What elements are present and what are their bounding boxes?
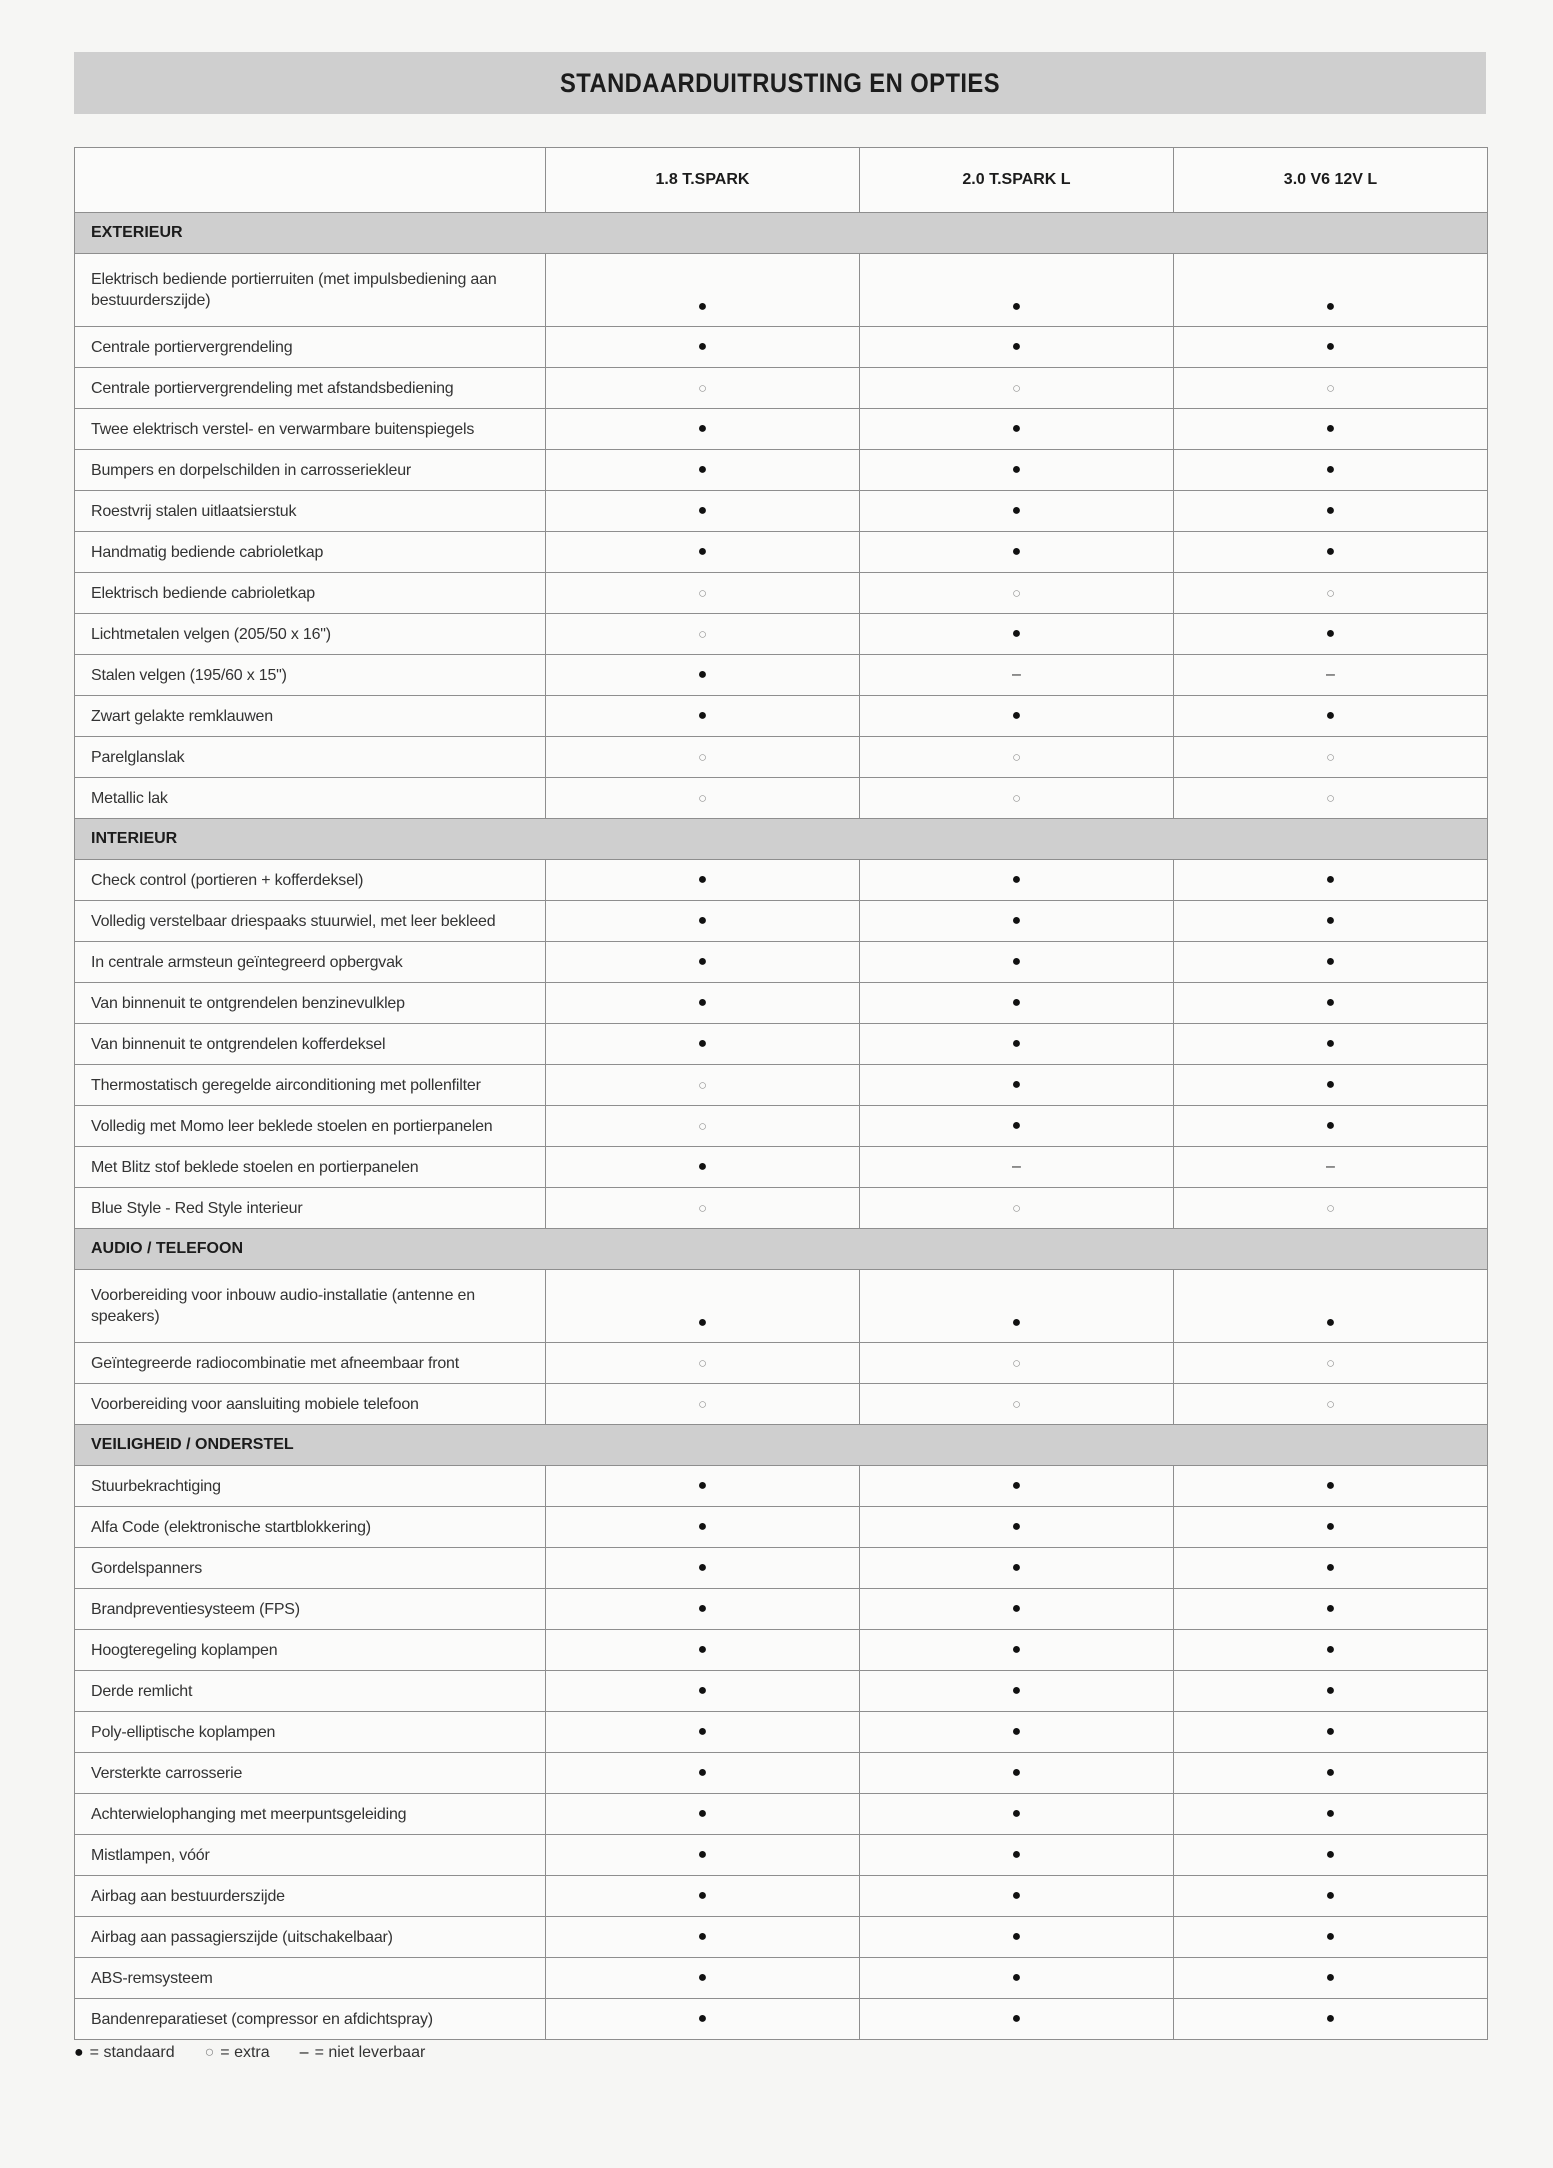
extra-circle-icon: ○ [204, 2044, 215, 2061]
table-row [75, 450, 1488, 491]
standard-dot-icon: ● [860, 901, 1174, 942]
feature-label: Mistlampen, vóór [75, 1835, 546, 1876]
standard-dot-icon: ● [860, 1876, 1174, 1917]
extra-circle-icon: ○ [860, 737, 1174, 778]
page-title: STANDAARDUITRUSTING EN OPTIES [559, 67, 1000, 98]
extra-circle-icon: ○ [1174, 1343, 1488, 1384]
standard-dot-icon: ● [546, 1712, 860, 1753]
table-row [75, 1671, 1488, 1712]
table-row [75, 1712, 1488, 1753]
standard-dot-icon: ● [860, 1958, 1174, 1999]
title-bar [74, 52, 1486, 114]
feature-label: Met Blitz stof beklede stoelen en portierpanelen [75, 1147, 546, 1188]
standard-dot-icon: ● [1174, 254, 1488, 327]
feature-label: Check control (portieren + kofferdeksel) [75, 860, 546, 901]
standard-dot-icon: ● [860, 1106, 1174, 1147]
standard-dot-icon: ● [860, 1671, 1174, 1712]
table-row [75, 942, 1488, 983]
feature-label: Lichtmetalen velgen (205/50 x 16") [75, 614, 546, 655]
standard-dot-icon: ● [546, 1270, 860, 1343]
legend-item-extra [205, 2044, 270, 2062]
standard-dot-icon: ● [546, 696, 860, 737]
table-row [75, 1466, 1488, 1507]
dash-icon: – [299, 2044, 309, 2061]
standard-dot-icon: ● [1174, 1270, 1488, 1343]
table-row [75, 1589, 1488, 1630]
feature-label: Metallic lak [75, 778, 546, 819]
table-row [75, 491, 1488, 532]
standard-dot-icon: ● [546, 1147, 860, 1188]
standard-dot-icon: ● [860, 532, 1174, 573]
extra-circle-icon: ○ [860, 1384, 1174, 1425]
standard-dot-icon: ● [860, 1630, 1174, 1671]
standard-dot-icon: ● [1174, 1999, 1488, 2040]
dash-icon: – [1174, 655, 1488, 696]
feature-label: Bandenreparatieset (compressor en afdichtspray) [75, 1999, 546, 2040]
standard-dot-icon: ● [1174, 983, 1488, 1024]
standard-dot-icon: ● [1174, 1753, 1488, 1794]
standard-dot-icon: ● [546, 1589, 860, 1630]
standard-dot-icon: ● [860, 1794, 1174, 1835]
standard-dot-icon: ● [546, 254, 860, 327]
dash-icon: – [860, 655, 1174, 696]
extra-circle-icon: ○ [860, 1343, 1174, 1384]
standard-dot-icon: ● [860, 1917, 1174, 1958]
feature-label: Twee elektrisch verstel- en verwarmbare buitenspiegels [75, 409, 546, 450]
standard-dot-icon: ● [1174, 696, 1488, 737]
standard-dot-icon: ● [546, 450, 860, 491]
standard-dot-icon: ● [546, 327, 860, 368]
feature-label: Versterkte carrosserie [75, 1753, 546, 1794]
feature-label: Van binnenuit te ontgrendelen benzinevulklep [75, 983, 546, 1024]
feature-label: Elektrisch bediende cabrioletkap [75, 573, 546, 614]
equipment-table [74, 147, 1488, 2040]
table-row [75, 1343, 1488, 1384]
feature-label: Thermostatisch geregelde airconditioning met pollenfilter [75, 1065, 546, 1106]
extra-circle-icon: ○ [546, 573, 860, 614]
extra-circle-icon: ○ [546, 737, 860, 778]
extra-circle-icon: ○ [546, 368, 860, 409]
extra-circle-icon: ○ [546, 1343, 860, 1384]
section-title: EXTERIEUR [75, 213, 1488, 254]
standard-dot-icon: ● [1174, 450, 1488, 491]
model-header: 1.8 T.SPARK [546, 148, 860, 213]
standard-dot-icon: ● [546, 983, 860, 1024]
extra-circle-icon: ○ [1174, 1384, 1488, 1425]
standard-dot-icon: ● [1174, 901, 1488, 942]
standard-dot-icon: ● [860, 450, 1174, 491]
standard-dot-icon: ● [860, 1753, 1174, 1794]
standard-dot-icon: ● [1174, 1876, 1488, 1917]
standard-dot-icon: ● [860, 1589, 1174, 1630]
table-row [75, 254, 1488, 327]
legend [74, 2044, 425, 2062]
legend-label: = niet leverbaar [314, 2044, 426, 2061]
feature-label: Stalen velgen (195/60 x 15") [75, 655, 546, 696]
feature-label: Achterwielophanging met meerpuntsgeleiding [75, 1794, 546, 1835]
table-row [75, 1270, 1488, 1343]
standard-dot-icon: ● [1174, 1958, 1488, 1999]
standard-dot-icon: ● [546, 1876, 860, 1917]
standard-dot-icon: ● [1174, 1794, 1488, 1835]
feature-label: Roestvrij stalen uitlaatsierstuk [75, 491, 546, 532]
extra-circle-icon: ○ [1174, 1188, 1488, 1229]
standard-dot-icon: ● [860, 983, 1174, 1024]
standard-dot-icon: ● [860, 696, 1174, 737]
standard-dot-icon: ● [1174, 614, 1488, 655]
standard-dot-icon: ● [1174, 1712, 1488, 1753]
standard-dot-icon: ● [546, 901, 860, 942]
section-title: VEILIGHEID / ONDERSTEL [75, 1425, 1488, 1466]
standard-dot-icon: ● [1174, 1106, 1488, 1147]
extra-circle-icon: ○ [546, 1384, 860, 1425]
feature-label: Parelglanslak [75, 737, 546, 778]
feature-label: Stuurbekrachtiging [75, 1466, 546, 1507]
standard-dot-icon: ● [1174, 1024, 1488, 1065]
standard-dot-icon: ● [1174, 1466, 1488, 1507]
table-row [75, 860, 1488, 901]
standard-dot-icon: ● [1174, 491, 1488, 532]
standard-dot-icon: ● [546, 532, 860, 573]
feature-label: Voorbereiding voor aansluiting mobiele telefoon [75, 1384, 546, 1425]
feature-label: Derde remlicht [75, 1671, 546, 1712]
table-row [75, 1999, 1488, 2040]
dash-icon: – [860, 1147, 1174, 1188]
table-row [75, 368, 1488, 409]
feature-label: Airbag aan passagierszijde (uitschakelbaar) [75, 1917, 546, 1958]
table-row [75, 1753, 1488, 1794]
feature-label: Poly-elliptische koplampen [75, 1712, 546, 1753]
extra-circle-icon: ○ [546, 614, 860, 655]
table-row [75, 1188, 1488, 1229]
standard-dot-icon: ● [860, 942, 1174, 983]
standard-dot-icon: ● [546, 491, 860, 532]
extra-circle-icon: ○ [1174, 573, 1488, 614]
standard-dot-icon: ● [860, 254, 1174, 327]
table-row [75, 614, 1488, 655]
section-header-row [75, 213, 1488, 254]
extra-circle-icon: ○ [860, 368, 1174, 409]
standard-dot-icon: ● [860, 614, 1174, 655]
standard-dot-icon: ● [546, 860, 860, 901]
dash-icon: – [1174, 1147, 1488, 1188]
standard-dot-icon: ● [860, 1507, 1174, 1548]
standard-dot-icon: ● [546, 1671, 860, 1712]
feature-label: Zwart gelakte remklauwen [75, 696, 546, 737]
legend-label: = standaard [89, 2044, 175, 2061]
table-row [75, 1106, 1488, 1147]
table-row [75, 1384, 1488, 1425]
legend-label: = extra [220, 2044, 270, 2061]
standard-dot-icon: ● [546, 1630, 860, 1671]
standard-dot-icon: ● [860, 1712, 1174, 1753]
feature-label: Geïntegreerde radiocombinatie met afneembaar front [75, 1343, 546, 1384]
section-title: INTERIEUR [75, 819, 1488, 860]
standard-dot-icon: ● [860, 1270, 1174, 1343]
feature-label: Van binnenuit te ontgrendelen kofferdeksel [75, 1024, 546, 1065]
table-row [75, 1835, 1488, 1876]
standard-dot-icon: ● [546, 1835, 860, 1876]
table-row [75, 696, 1488, 737]
extra-circle-icon: ○ [1174, 737, 1488, 778]
table-row [75, 573, 1488, 614]
table-row [75, 983, 1488, 1024]
extra-circle-icon: ○ [860, 573, 1174, 614]
standard-dot-icon: ● [1174, 1835, 1488, 1876]
header-empty-cell [75, 148, 546, 213]
table-row [75, 327, 1488, 368]
feature-label: Volledig met Momo leer beklede stoelen en portierpanelen [75, 1106, 546, 1147]
table-row [75, 1147, 1488, 1188]
standard-dot-icon: ● [1174, 327, 1488, 368]
table-row [75, 1958, 1488, 1999]
standard-dot-icon: ● [860, 1835, 1174, 1876]
extra-circle-icon: ○ [546, 778, 860, 819]
standard-dot-icon: ● [74, 2044, 84, 2061]
section-title: AUDIO / TELEFOON [75, 1229, 1488, 1270]
table-row [75, 532, 1488, 573]
table-header-row [75, 148, 1488, 213]
feature-label: Gordelspanners [75, 1548, 546, 1589]
legend-item-standard [74, 2044, 175, 2062]
standard-dot-icon: ● [546, 655, 860, 696]
standard-dot-icon: ● [860, 1065, 1174, 1106]
model-header: 3.0 V6 12V L [1174, 148, 1488, 213]
standard-dot-icon: ● [1174, 860, 1488, 901]
feature-label: Blue Style - Red Style interieur [75, 1188, 546, 1229]
section-header-row [75, 819, 1488, 860]
extra-circle-icon: ○ [1174, 778, 1488, 819]
table-row [75, 1065, 1488, 1106]
standard-dot-icon: ● [546, 1024, 860, 1065]
table-row [75, 1917, 1488, 1958]
legend-item-not-available [300, 2044, 426, 2062]
feature-label: Alfa Code (elektronische startblokkering) [75, 1507, 546, 1548]
standard-dot-icon: ● [546, 1794, 860, 1835]
table-row [75, 778, 1488, 819]
feature-label: Handmatig bediende cabrioletkap [75, 532, 546, 573]
feature-label: Centrale portiervergrendeling met afstandsbediening [75, 368, 546, 409]
feature-label: Centrale portiervergrendeling [75, 327, 546, 368]
section-header-row [75, 1229, 1488, 1270]
section-header-row [75, 1425, 1488, 1466]
extra-circle-icon: ○ [1174, 368, 1488, 409]
feature-label: In centrale armsteun geïntegreerd opbergvak [75, 942, 546, 983]
table-row [75, 1548, 1488, 1589]
table-row [75, 737, 1488, 778]
standard-dot-icon: ● [860, 1999, 1174, 2040]
standard-dot-icon: ● [1174, 409, 1488, 450]
standard-dot-icon: ● [546, 1753, 860, 1794]
standard-dot-icon: ● [1174, 1548, 1488, 1589]
extra-circle-icon: ○ [546, 1065, 860, 1106]
standard-dot-icon: ● [1174, 942, 1488, 983]
standard-dot-icon: ● [546, 1507, 860, 1548]
standard-dot-icon: ● [1174, 1671, 1488, 1712]
extra-circle-icon: ○ [860, 778, 1174, 819]
extra-circle-icon: ○ [546, 1188, 860, 1229]
table-body [75, 213, 1488, 2040]
table-row [75, 655, 1488, 696]
table-row [75, 1507, 1488, 1548]
feature-label: Hoogteregeling koplampen [75, 1630, 546, 1671]
extra-circle-icon: ○ [860, 1188, 1174, 1229]
table-row [75, 1630, 1488, 1671]
feature-label: Volledig verstelbaar driespaaks stuurwiel, met leer bekleed [75, 901, 546, 942]
standard-dot-icon: ● [546, 1466, 860, 1507]
table-row [75, 1876, 1488, 1917]
standard-dot-icon: ● [860, 1466, 1174, 1507]
standard-dot-icon: ● [1174, 1589, 1488, 1630]
standard-dot-icon: ● [1174, 532, 1488, 573]
standard-dot-icon: ● [860, 491, 1174, 532]
standard-dot-icon: ● [546, 1548, 860, 1589]
standard-dot-icon: ● [860, 860, 1174, 901]
standard-dot-icon: ● [860, 327, 1174, 368]
table-row [75, 1024, 1488, 1065]
standard-dot-icon: ● [1174, 1630, 1488, 1671]
standard-dot-icon: ● [546, 1999, 860, 2040]
standard-dot-icon: ● [860, 1548, 1174, 1589]
table-row [75, 409, 1488, 450]
standard-dot-icon: ● [860, 1024, 1174, 1065]
feature-label: Bumpers en dorpelschilden in carrosseriekleur [75, 450, 546, 491]
standard-dot-icon: ● [1174, 1507, 1488, 1548]
model-header: 2.0 T.SPARK L [860, 148, 1174, 213]
feature-label: Brandpreventiesysteem (FPS) [75, 1589, 546, 1630]
extra-circle-icon: ○ [546, 1106, 860, 1147]
feature-label: Airbag aan bestuurderszijde [75, 1876, 546, 1917]
table-row [75, 901, 1488, 942]
feature-label: ABS-remsysteem [75, 1958, 546, 1999]
standard-dot-icon: ● [1174, 1065, 1488, 1106]
feature-label: Voorbereiding voor inbouw audio-installatie (antenne en speakers) [75, 1270, 546, 1343]
standard-dot-icon: ● [546, 409, 860, 450]
feature-label: Elektrisch bediende portierruiten (met impulsbediening aan bestuurderszijde) [75, 254, 546, 327]
standard-dot-icon: ● [1174, 1917, 1488, 1958]
standard-dot-icon: ● [860, 409, 1174, 450]
standard-dot-icon: ● [546, 942, 860, 983]
standard-dot-icon: ● [546, 1958, 860, 1999]
table-row [75, 1794, 1488, 1835]
standard-dot-icon: ● [546, 1917, 860, 1958]
